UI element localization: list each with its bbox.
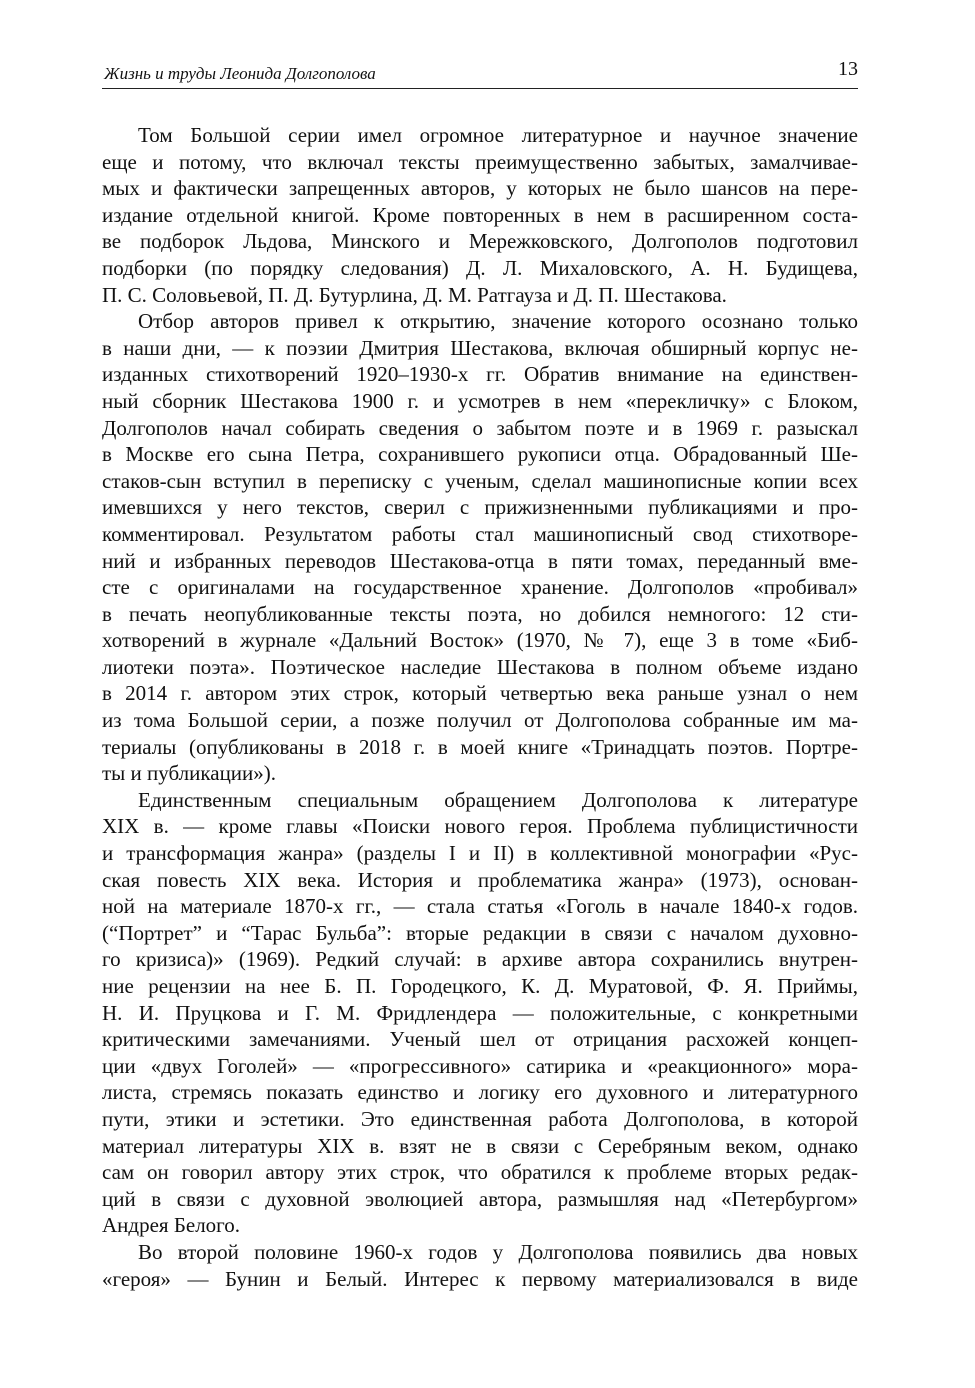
text-line: комментировал. Результатом работы стал машинописный свод стихотворе- bbox=[102, 521, 858, 546]
paragraph bbox=[102, 787, 858, 1239]
text-line: критическими замечаниями. Ученый шел от отрицания расхожей концеп- bbox=[102, 1027, 858, 1052]
text-line: Единственным специальным обращением Долгополова к литературе bbox=[138, 787, 858, 812]
text-line: из тома Большой серии, а позже получил от Долгополова собранные им ма- bbox=[102, 708, 858, 733]
text-line: материал литературы XIX в. взят не в связи с Серебряным веком, однако bbox=[102, 1133, 858, 1158]
text-line: териалы (опубликованы в 2018 г. в моей книге «Тринадцать поэтов. Портре- bbox=[102, 734, 858, 759]
text-line: го кризиса)» (1969). Редкий случай: в архиве автора сохранились внутрен- bbox=[102, 947, 858, 972]
body-text bbox=[102, 122, 858, 1292]
text-line: ская повесть XIX века. История и проблематика жанра» (1973), основан- bbox=[102, 867, 858, 892]
text-line: лиотеки поэта». Поэтическое наследие Шестакова в полном объеме издано bbox=[102, 654, 858, 679]
text-line: изданных стихотворений 1920–1930-х гг. Обратив внимание на единствен- bbox=[102, 362, 858, 387]
text-line: ный сборник Шестакова 1900 г. и усмотрев в нем «перекличку» с Блоком, bbox=[102, 388, 858, 413]
text-line: ции «двух Гоголей» — «прогрессивного» сатирика и «реакционного» мора- bbox=[102, 1053, 858, 1078]
text-line: имевшихся у него текстов, сверил с прижизненными публикациями и про- bbox=[102, 495, 858, 520]
text-line: ве подборок Льдова, Минского и Мережковского, Долгополов подготовил bbox=[102, 229, 858, 254]
running-header bbox=[102, 58, 858, 89]
text-line: ние рецензии на нее Б. П. Городецкого, К. Д. Муратовой, Ф. Я. Приймы, bbox=[102, 974, 858, 998]
text-line: листа, стремясь показать единство и логику его духовного и литературного bbox=[102, 1080, 858, 1105]
paragraph bbox=[102, 122, 858, 308]
text-line: и трансформация жанра» (разделы I и II) в коллективной монографии «Рус- bbox=[102, 841, 858, 866]
text-line: подборки (по порядку следования) Д. Л. Михаловского, А. Н. Будищева, bbox=[102, 255, 858, 280]
text-line: стаков-сын вступил в переписку с ученым, сделал машинописные копии всех bbox=[102, 468, 858, 493]
text-line: «героя» — Бунин и Белый. Интерес к первому материализовался в виде bbox=[102, 1266, 858, 1291]
text-line: в наши дни, — к поэзии Дмитрия Шестакова, включая обширный корпус не- bbox=[102, 335, 858, 360]
text-line: Том Большой серии имел огромное литературное и научное значение bbox=[138, 123, 858, 147]
page-number: 13 bbox=[838, 58, 858, 80]
text-line: Долгополов начал собирать сведения о забытом поэте и в 1969 г. разыскал bbox=[102, 415, 858, 440]
text-line: Н. И. Пруцкова и Г. М. Фридлендера — положительные, с конкретными bbox=[102, 1000, 858, 1025]
paragraph bbox=[102, 1239, 858, 1292]
text-line: ной на материале 1870-х гг., — стала статья «Гоголь в начале 1840-х годов. bbox=[102, 894, 858, 919]
text-line: в Москве его сына Петра, сохранившего рукописи отца. Обрадованный Ше- bbox=[102, 442, 858, 467]
text-line: ты и публикации»). bbox=[102, 761, 277, 786]
text-line: П. С. Соловьевой, П. Д. Бутурлина, Д. М. Ратгауза и Д. П. Шестакова. bbox=[102, 282, 727, 307]
text-line: сам он говорил автору этих строк, что обратился к проблеме вторых редак- bbox=[102, 1160, 858, 1185]
text-line: в 2014 г. автором этих строк, который четвертью века раньше узнал о нем bbox=[102, 681, 858, 706]
text-line: (“Портрет” и “Тарас Бульба”: вторые редакции в связи с началом духовно- bbox=[102, 920, 858, 945]
text-line: пути, этики и эстетики. Это единственная работа Долгополова, в которой bbox=[102, 1106, 858, 1131]
paragraph bbox=[102, 308, 858, 787]
text-line: Во второй половине 1960-х годов у Долгополова появились два новых bbox=[138, 1239, 858, 1264]
text-line: Андрея Белого. bbox=[102, 1213, 241, 1238]
text-line: ций в связи с духовной эволюцией автора, размышляя над «Петербургом» bbox=[102, 1186, 858, 1211]
text-line: хотворений в журнале «Дальний Восток» (1970, № 7), еще 3 в томе «Биб- bbox=[102, 628, 858, 653]
text-line: сте с оригиналами на государственное хранение. Долгополов «пробивал» bbox=[102, 575, 858, 600]
text-line: издание отдельной книгой. Кроме повторенных в нем в расширенном соста- bbox=[102, 202, 858, 227]
text-line: мых и фактически запрещенных авторов, у которых не было шансов на пере- bbox=[102, 176, 858, 201]
text-line: Отбор авторов привел к открытию, значение которого осознано только bbox=[138, 309, 858, 334]
text-line: еще и потому, что включал тексты преимущественно забытых, замалчивае- bbox=[102, 149, 858, 174]
running-title: Жизнь и труды Леонида Долгополова bbox=[104, 64, 376, 83]
text-line: ний и избранных переводов Шестакова-отца в пяти томах, переданный вме- bbox=[102, 548, 858, 573]
text-line: в печать неопубликованные тексты поэта, но добился немногого: 12 сти- bbox=[102, 601, 858, 626]
text-line: XIX в. — кроме главы «Поиски нового героя. Проблема публицистичности bbox=[102, 814, 858, 839]
